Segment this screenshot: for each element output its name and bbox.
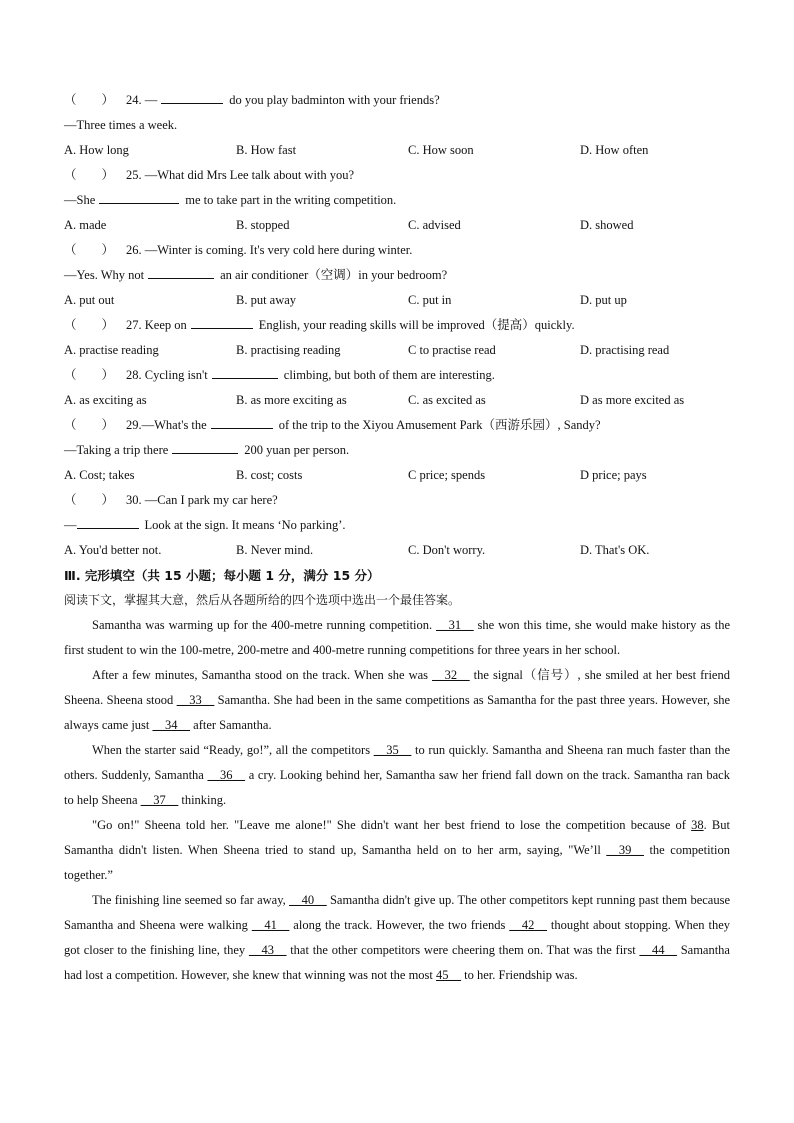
blank-number: __37__ bbox=[140, 793, 179, 807]
passage-text: When the starter said “Ready, go!”, all the competitors bbox=[92, 743, 374, 757]
passage-text: the signal（信号）, she smiled at her best friend Sheena. Sheena stood bbox=[64, 668, 730, 707]
answer-blank bbox=[172, 439, 238, 454]
blank-number: __39__ bbox=[606, 843, 644, 857]
blank-number: __31__ bbox=[436, 618, 474, 632]
options-row bbox=[64, 538, 730, 563]
document-page bbox=[64, 88, 730, 988]
option-d: D as more excited as bbox=[580, 393, 685, 407]
passage-text: "Go on!" Sheena told her. "Leave me alone!" She didn't want her best friend to lose the competition because of bbox=[92, 818, 692, 832]
reply-start: — bbox=[64, 518, 77, 532]
blank-number: __35__ bbox=[373, 743, 412, 757]
blank-number: __32__ bbox=[432, 668, 470, 682]
option-b: B. put away bbox=[236, 293, 297, 307]
passage-text: . But Samantha didn't listen. When Sheena tried to stand up, Samantha held on to her arm, saying, "We’ll bbox=[64, 818, 730, 857]
answer-bracket: （ ） bbox=[64, 493, 115, 507]
question-27 bbox=[64, 313, 730, 338]
question-stem: 27. Keep on bbox=[126, 318, 187, 332]
question-reply bbox=[64, 188, 730, 213]
option-d: D. practising read bbox=[580, 343, 670, 357]
options-row bbox=[64, 338, 730, 363]
blank-number: __42__ bbox=[509, 918, 547, 932]
reply-rest: an air conditioner（空调）in your bedroom? bbox=[220, 268, 448, 282]
options-row bbox=[64, 288, 730, 313]
options-row bbox=[64, 388, 730, 413]
options-row bbox=[64, 463, 730, 488]
option-a: A. Cost; takes bbox=[64, 468, 135, 482]
answer-blank bbox=[212, 364, 278, 379]
reply-rest: me to take part in the writing competition. bbox=[185, 193, 397, 207]
question-28 bbox=[64, 363, 730, 388]
answer-bracket: （ ） bbox=[64, 243, 115, 257]
question-stem: 29.—What's the bbox=[126, 418, 207, 432]
option-b: B. How fast bbox=[236, 143, 297, 157]
reply-rest: 200 yuan per person. bbox=[244, 443, 350, 457]
option-c: C to practise read bbox=[408, 343, 496, 357]
passage-paragraph-3 bbox=[64, 738, 730, 813]
question-29 bbox=[64, 413, 730, 438]
answer-bracket: （ ） bbox=[64, 318, 115, 332]
blank-number: 38 bbox=[691, 818, 704, 832]
option-a: A. How long bbox=[64, 143, 129, 157]
question-stem-rest: of the trip to the Xiyou Amusement Park（西游乐园）, Sandy? bbox=[278, 418, 601, 432]
passage-text: to her. Friendship was. bbox=[461, 968, 578, 982]
option-c: C. put in bbox=[408, 293, 452, 307]
question-stem: 26. —Winter is coming. It's very cold here during winter. bbox=[126, 243, 413, 257]
question-reply bbox=[64, 263, 730, 288]
question-reply: —Three times a week. bbox=[64, 118, 178, 132]
question-stem: 28. Cycling isn't bbox=[126, 368, 208, 382]
answer-bracket: （ ） bbox=[64, 368, 115, 382]
option-b: B. Never mind. bbox=[236, 543, 314, 557]
option-c: C. How soon bbox=[408, 143, 474, 157]
blank-number: __41__ bbox=[251, 918, 290, 932]
reply-start: —She bbox=[64, 193, 96, 207]
answer-bracket: （ ） bbox=[64, 418, 115, 432]
section-title: Ⅲ. 完形填空（共 15 小题；每小题 1 分，满分 15 分） bbox=[64, 568, 380, 583]
question-stem-rest: climbing, but both of them are interesting. bbox=[283, 368, 495, 382]
option-b: B. stopped bbox=[236, 218, 290, 232]
passage-text: Samantha was warming up for the 400-metre running competition. bbox=[92, 618, 437, 632]
blank-number: 45__ bbox=[436, 968, 462, 982]
passage-text: along the track. However, the two friends bbox=[289, 918, 510, 932]
option-b: B. cost; costs bbox=[236, 468, 303, 482]
option-b: B. as more exciting as bbox=[236, 393, 347, 407]
passage-text: The finishing line seemed so far away, bbox=[92, 893, 290, 907]
option-c: C. Don't worry. bbox=[408, 543, 486, 557]
question-reply bbox=[64, 438, 730, 463]
answer-blank bbox=[161, 89, 223, 104]
blank-number: __33__ bbox=[176, 693, 215, 707]
question-stem: 24. — bbox=[126, 93, 158, 107]
options-row bbox=[64, 138, 730, 163]
option-a: A. put out bbox=[64, 293, 115, 307]
blank-number: __34__ bbox=[152, 718, 191, 732]
question-stem: 30. —Can I park my car here? bbox=[126, 493, 278, 507]
question-stem-rest: English, your reading skills will be improved（提高）quickly. bbox=[258, 318, 575, 332]
option-d: D. That's OK. bbox=[580, 543, 650, 557]
option-d: D. put up bbox=[580, 293, 627, 307]
answer-bracket: （ ） bbox=[64, 93, 115, 107]
reply-start: —Yes. Why not bbox=[64, 268, 145, 282]
blank-number: __36__ bbox=[207, 768, 246, 782]
option-c: C price; spends bbox=[408, 468, 486, 482]
passage-paragraph-4 bbox=[64, 813, 730, 888]
option-a: A. as exciting as bbox=[64, 393, 147, 407]
answer-blank bbox=[211, 414, 273, 429]
option-d: D price; pays bbox=[580, 468, 647, 482]
passage-text: Samantha didn't give up. The other competitors kept running past them because Samantha and Sheena were walking bbox=[64, 893, 731, 932]
question-24 bbox=[64, 88, 730, 113]
passage-paragraph-2 bbox=[64, 663, 730, 738]
answer-blank bbox=[148, 264, 214, 279]
passage-text: After a few minutes, Samantha stood on the track. When she was bbox=[92, 668, 433, 682]
option-a: A. made bbox=[64, 218, 107, 232]
option-b: B. practising reading bbox=[236, 343, 341, 357]
section-instruction: 阅读下文，掌握其大意，然后从各题所给的四个选项中选出一个最佳答案。 bbox=[64, 593, 461, 607]
blank-number: __40__ bbox=[289, 893, 327, 907]
answer-blank bbox=[99, 189, 179, 204]
blank-number: __43__ bbox=[248, 943, 287, 957]
passage-paragraph-5 bbox=[64, 888, 730, 988]
option-a: A. practise reading bbox=[64, 343, 159, 357]
passage-text: that the other competitors were cheering them on. That was the first bbox=[286, 943, 640, 957]
question-26 bbox=[64, 238, 730, 263]
passage-text: the competition together.” bbox=[64, 843, 730, 882]
option-c: C. advised bbox=[408, 218, 461, 232]
option-d: D. showed bbox=[580, 218, 634, 232]
options-row bbox=[64, 213, 730, 238]
blank-number: __44__ bbox=[639, 943, 677, 957]
answer-bracket: （ ） bbox=[64, 168, 115, 182]
passage-text: Samantha had lost a competition. However, she knew that winning was not the most bbox=[64, 943, 730, 982]
reply-rest: Look at the sign. It means ‘No parking’. bbox=[144, 518, 346, 532]
option-d: D. How often bbox=[580, 143, 649, 157]
passage-paragraph-1 bbox=[64, 613, 730, 663]
question-stem-rest: do you play badminton with your friends? bbox=[229, 93, 440, 107]
question-stem: 25. —What did Mrs Lee talk about with you? bbox=[126, 168, 355, 182]
question-30 bbox=[64, 488, 730, 513]
passage-text: a cry. Looking behind her, Samantha saw her friend fall down on the track. Samantha ran back to help Sheena bbox=[64, 768, 730, 807]
option-c: C. as excited as bbox=[408, 393, 486, 407]
question-25 bbox=[64, 163, 730, 188]
passage-text: after Samantha. bbox=[190, 718, 272, 732]
passage-text: Samantha. She had been in the same competitions as Samantha for the past three years. However, she always came just bbox=[64, 693, 730, 732]
option-a: A. You'd better not. bbox=[64, 543, 162, 557]
answer-blank bbox=[191, 314, 253, 329]
reply-start: —Taking a trip there bbox=[64, 443, 169, 457]
passage-text: thought about stopping. When they got closer to the finishing line, they bbox=[64, 918, 730, 957]
question-reply bbox=[64, 513, 730, 538]
passage-text: to run quickly. Samantha and Sheena ran much faster than the others. Suddenly, Samantha bbox=[64, 743, 730, 782]
passage-text: she won this time, she would make history as the first student to win the 100-metre, 200-metre and 400-metre running competitions for three years in her school. bbox=[64, 618, 730, 657]
passage-text: thinking. bbox=[178, 793, 227, 807]
answer-blank bbox=[77, 514, 139, 529]
